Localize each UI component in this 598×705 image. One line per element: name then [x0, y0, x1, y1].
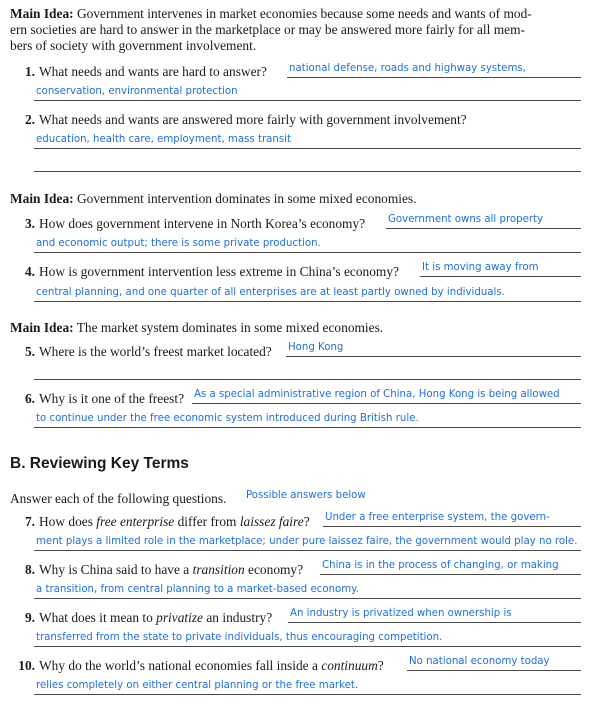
answer-rule — [34, 646, 581, 647]
question-text: ? — [303, 514, 310, 529]
answer-8-line-1[interactable]: China is in the process of changing, or making — [322, 560, 559, 571]
question-number: 9. — [24, 610, 35, 625]
question-text: What needs and wants are answered more fairly with government involvement? — [39, 112, 467, 127]
question-text: What needs and wants are hard to answer? — [39, 64, 267, 79]
question-text: How does government intervene in North Korea’s economy? — [39, 216, 366, 231]
answer-2-line-1[interactable]: education, health care, employment, mass transit — [36, 134, 291, 145]
main-idea-text: Government intervenes in market economies because some needs and wants of mod- — [76, 6, 532, 21]
answer-10-line-2[interactable]: relies completely on either central planning or the free market. — [36, 680, 359, 691]
answer-1-line-1[interactable]: national defense, roads and highway systems, — [289, 63, 526, 74]
answer-rule — [34, 694, 581, 695]
question-number: 1. — [24, 64, 35, 79]
section-heading: B. Reviewing Key Terms — [10, 455, 189, 472]
instructions-text: Answer each of the following questions. — [10, 491, 227, 506]
question-number: 3. — [24, 216, 35, 231]
answer-rule — [287, 77, 581, 78]
question-text: Why do the world’s national economies fall inside a — [39, 658, 322, 673]
question-text: economy? — [244, 562, 304, 577]
question-text: Where is the world’s freest market located? — [39, 344, 272, 359]
main-idea-3 — [10, 320, 582, 336]
answer-6-line-1[interactable]: As a special administrative region of China, Hong Kong is being allowed — [194, 389, 560, 400]
answer-4-line-1[interactable]: It is moving away from — [422, 262, 539, 273]
question-2 — [18, 112, 584, 128]
question-number: 2. — [24, 112, 35, 127]
answer-rule — [192, 403, 581, 404]
answer-5-line-1[interactable]: Hong Kong — [288, 342, 344, 353]
answer-7-line-2[interactable]: ment plays a limited role in the marketplace; under pure laissez faire, the government would play no role. — [36, 536, 578, 547]
main-idea-2 — [10, 191, 582, 207]
question-text: Why is it one of the freest? — [39, 391, 185, 406]
answer-10-line-1[interactable]: No national economy today — [409, 656, 550, 667]
key-term: free enterprise — [96, 514, 175, 529]
answer-rule — [34, 148, 581, 149]
question-text: ? — [377, 658, 384, 673]
main-idea-text: Government intervention dominates in some mixed economies. — [76, 191, 417, 206]
answer-rule — [34, 427, 581, 428]
answer-9-line-2[interactable]: transferred from the state to private individuals, thus encouraging competition. — [36, 632, 443, 643]
key-term: continuum — [321, 658, 378, 673]
question-text: Why is China said to have a — [39, 562, 193, 577]
answer-rule — [34, 100, 581, 101]
main-idea-text: The market system dominates in some mixed economies. — [76, 320, 384, 335]
answer-3-line-2[interactable]: and economic output; there is some private production. — [36, 238, 321, 249]
main-idea-label: Main Idea: — [10, 6, 74, 21]
answer-rule — [320, 574, 581, 575]
answer-rule — [34, 301, 581, 302]
question-number: 10. — [18, 658, 35, 673]
question-number: 4. — [24, 264, 35, 279]
main-idea-text: ern societies are hard to answer in the marketplace or may be answered more fairly for all mem- — [10, 22, 525, 37]
key-term: transition — [192, 562, 245, 577]
question-number: 5. — [24, 344, 35, 359]
key-term: laissez faire — [239, 514, 304, 529]
key-term: privatize — [156, 610, 204, 625]
answer-rule — [34, 550, 581, 551]
answer-rule — [34, 379, 581, 380]
answer-rule — [286, 356, 581, 357]
question-text: How is government intervention less extreme in China’s economy? — [39, 264, 399, 279]
question-number: 7. — [24, 514, 35, 529]
main-idea-1 — [10, 6, 582, 54]
main-idea-label: Main Idea: — [10, 191, 74, 206]
answer-1-line-2[interactable]: conservation, environmental protection — [36, 86, 238, 97]
answer-rule — [407, 670, 581, 671]
question-text: differ from — [174, 514, 240, 529]
answer-3-line-1[interactable]: Government owns all property — [388, 214, 544, 225]
question-text: What does it mean to — [39, 610, 157, 625]
answer-7-line-1[interactable]: Under a free enterprise system, the govern- — [325, 512, 550, 523]
answer-rule — [323, 526, 581, 527]
answer-rule — [288, 622, 581, 623]
answer-8-line-2[interactable]: a transition, from central planning to a market-based economy. — [36, 584, 359, 595]
question-number: 8. — [24, 562, 35, 577]
instructions-note: Possible answers below — [246, 490, 366, 501]
question-text: an industry? — [203, 610, 273, 625]
answer-rule — [34, 171, 581, 172]
answer-rule — [420, 276, 581, 277]
answer-rule — [34, 252, 581, 253]
main-idea-text: bers of society with government involvement. — [10, 38, 257, 53]
answer-9-line-1[interactable]: An industry is privatized when ownership is — [290, 608, 512, 619]
main-idea-label: Main Idea: — [10, 320, 74, 335]
answer-6-line-2[interactable]: to continue under the free economic system introduced during British rule. — [36, 413, 419, 424]
answer-4-line-2[interactable]: central planning, and one quarter of all enterprises are at least partly owned by individuals. — [36, 287, 505, 298]
question-text: How does — [39, 514, 97, 529]
question-number: 6. — [24, 391, 35, 406]
answer-rule — [34, 598, 581, 599]
answer-rule — [386, 228, 581, 229]
